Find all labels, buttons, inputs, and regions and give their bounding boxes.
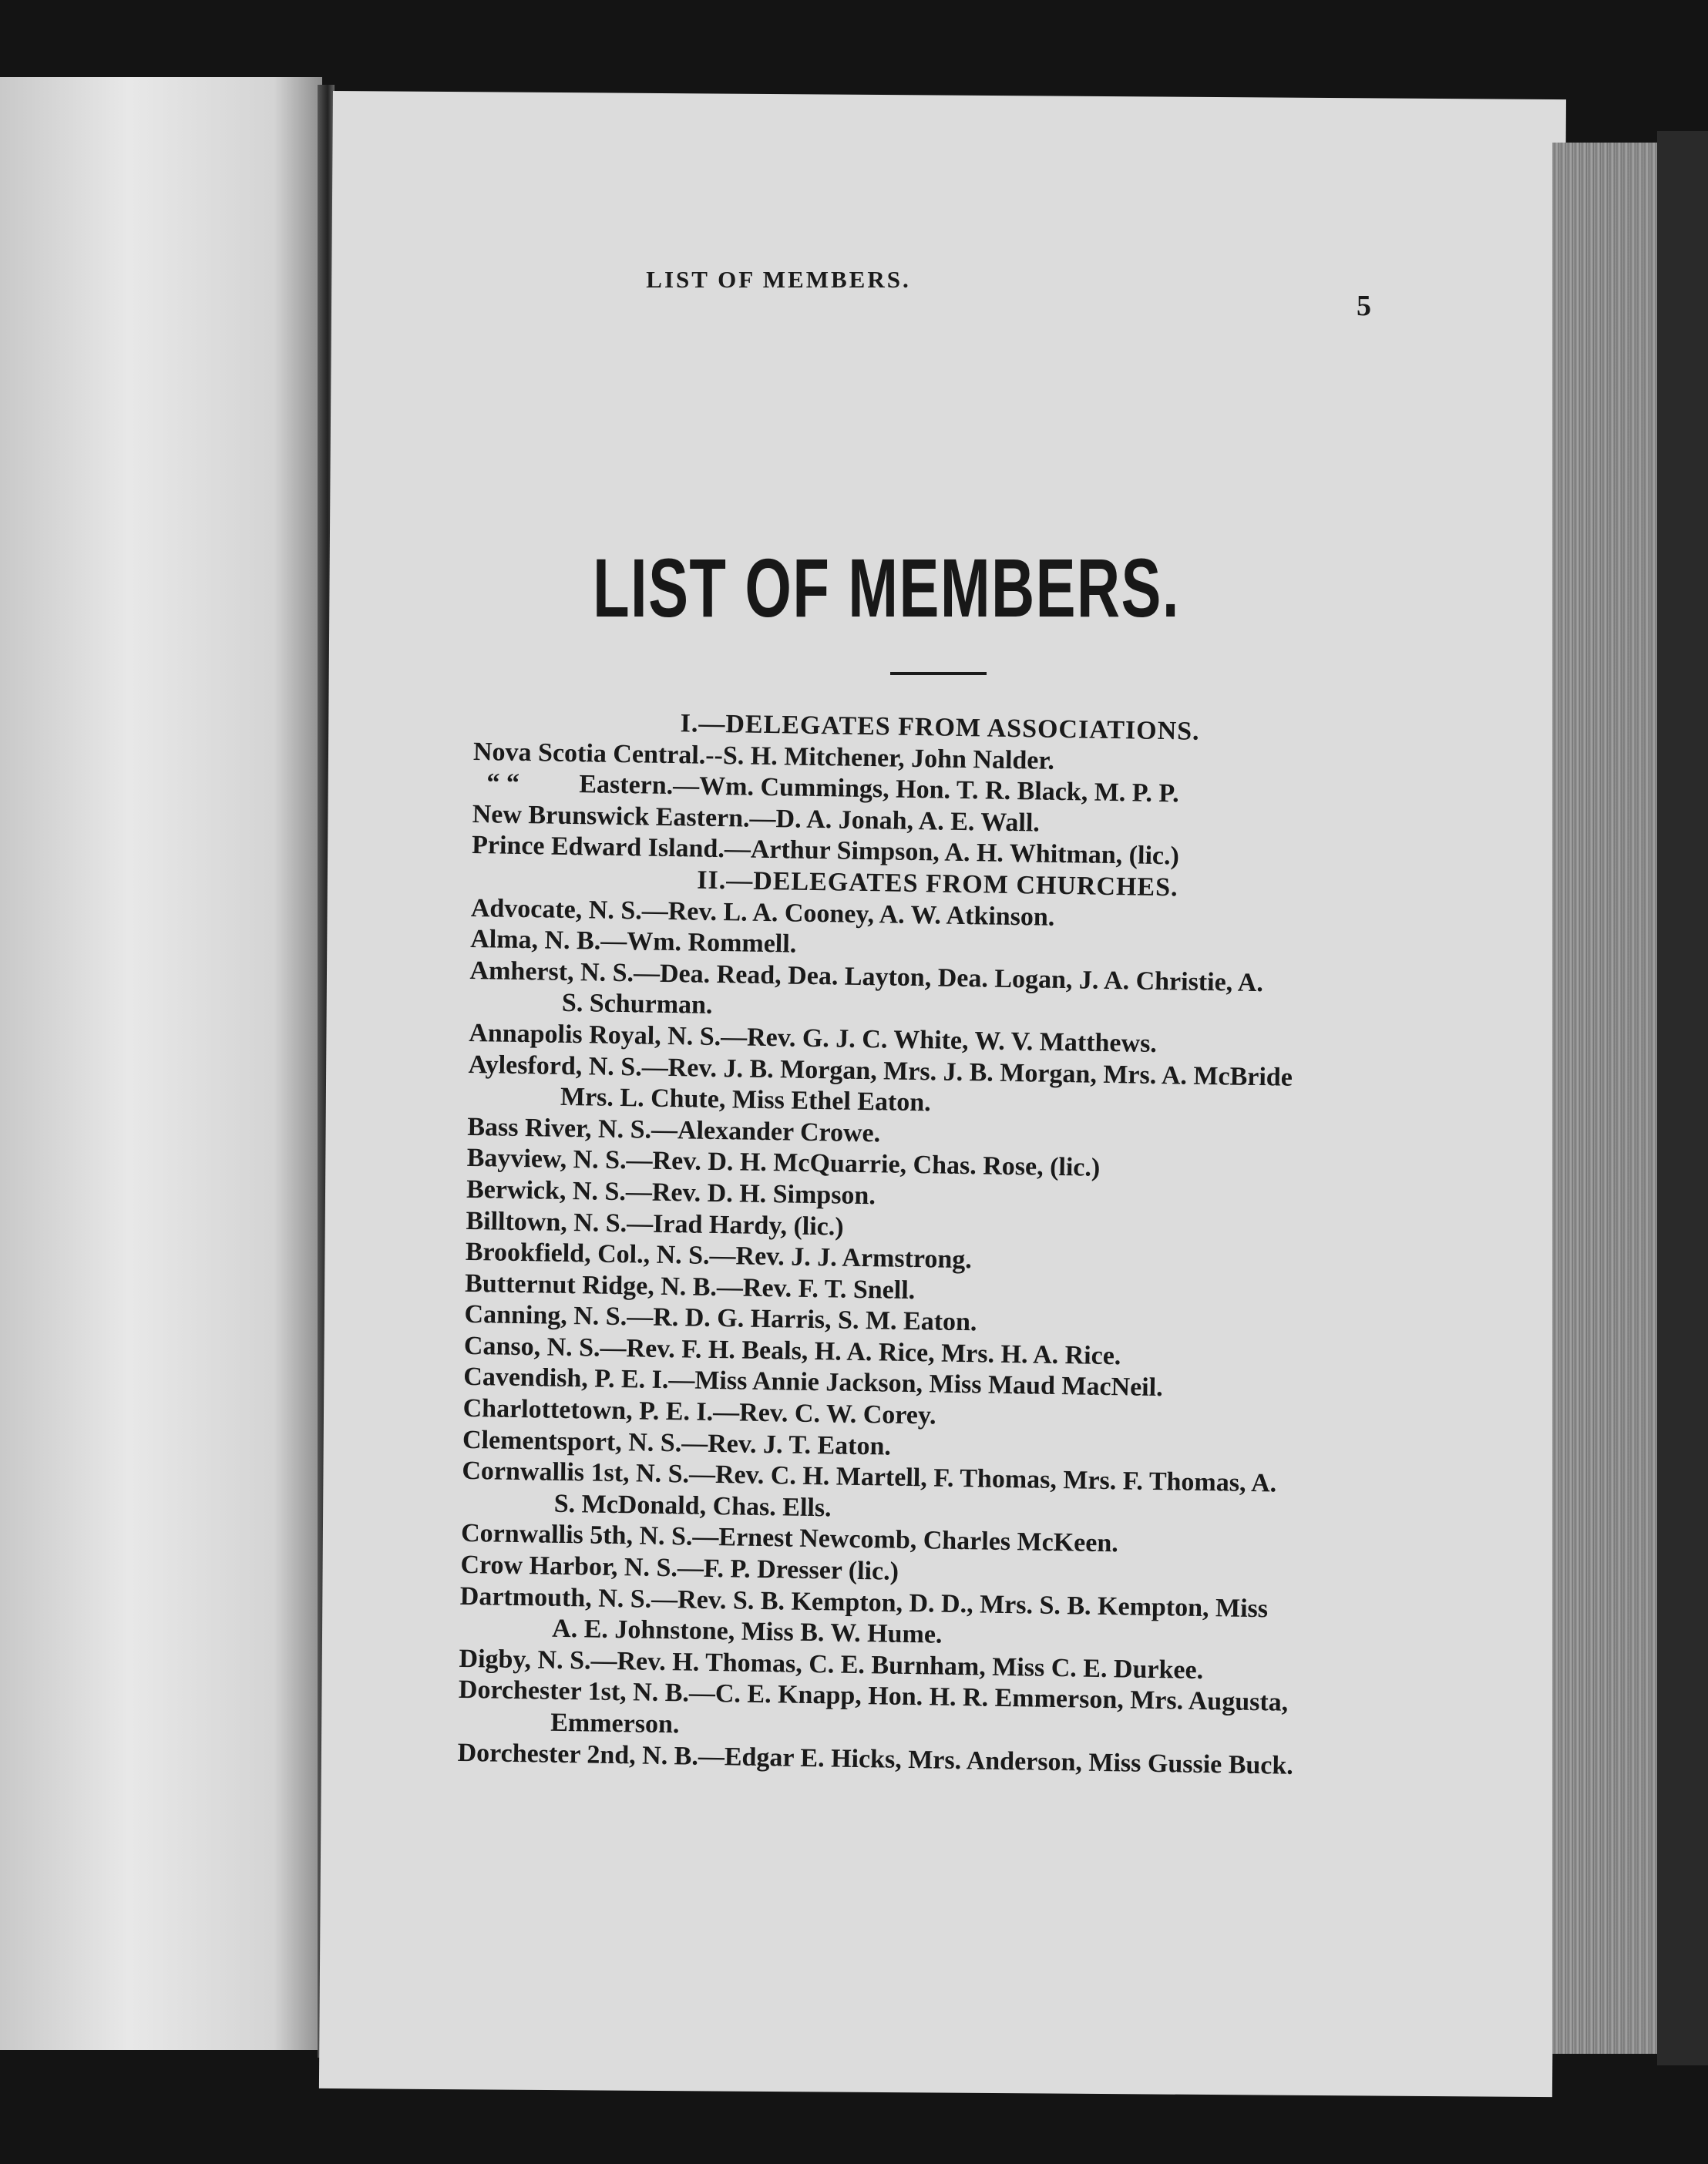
members-list: [457, 705, 1384, 1783]
list-item: Clementsport, N. S.—Rev. J. T. Eaton.: [462, 1425, 892, 1461]
title-rule: [890, 672, 987, 675]
list-item: Cavendish, P. E. I.—Miss Annie Jackson, Miss Maud MacNeil.: [463, 1363, 1163, 1403]
list-item: Canso, N. S.—Rev. F. H. Beals, H. A. Rice, Mrs. H. A. Rice.: [463, 1331, 1121, 1371]
facing-blank-page: [0, 77, 322, 2050]
list-item: Charlottetown, P. E. I.—Rev. C. W. Corey.: [462, 1393, 936, 1430]
scan-border: [1657, 131, 1708, 2065]
list-item: Crow Harbor, N. S.—F. P. Dresser (lic.): [460, 1550, 899, 1586]
list-item: Aylesford, N. S.—Rev. J. B. Morgan, Mrs. J. B. Morgan, Mrs. A. McBride: [468, 1050, 1293, 1092]
page-number: 5: [1357, 290, 1371, 322]
list-item: New Brunswick Eastern.—D. A. Jonah, A. E. Wall.: [472, 799, 1041, 838]
list-item: Cornwallis 1st, N. S.—Rev. C. H. Martell, F. Thomas, Mrs. F. Thomas, A.: [462, 1457, 1277, 1498]
list-item: Dorchester 2nd, N. B.—Edgar E. Hicks, Mrs. Anderson, Miss Gussie Buck.: [457, 1738, 1294, 1780]
list-item: Brookfield, Col., N. S.—Rev. J. J. Armstrong.: [465, 1238, 973, 1275]
list-item: Dartmouth, N. S.—Rev. S. B. Kempton, D. D., Mrs. S. B. Kempton, Miss: [459, 1581, 1269, 1623]
ditto-mark: “ “: [486, 768, 520, 798]
section-heading-associations: I.—DELEGATES FROM ASSOCIATIONS.: [680, 709, 1200, 746]
list-item-text: Eastern.—Wm. Cummings, Hon. T. R. Black, M. P. P.: [579, 770, 1179, 808]
list-item: Advocate, N. S.—Rev. L. A. Cooney, A. W. Atkinson.: [470, 893, 1055, 932]
list-item-continuation: S. McDonald, Chas. Ells.: [553, 1489, 832, 1523]
list-item: Billtown, N. S.—Irad Hardy, (lic.): [466, 1206, 844, 1242]
list-item: Canning, N. S.—R. D. G. Harris, S. M. Eaton.: [464, 1300, 977, 1337]
running-head: LIST OF MEMBERS.: [646, 266, 911, 293]
list-item: Digby, N. S.—Rev. H. Thomas, C. E. Burnham, Miss C. E. Durkee.: [459, 1644, 1204, 1685]
list-item: Cornwallis 5th, N. S.—Ernest Newcomb, Charles McKeen.: [460, 1519, 1119, 1558]
list-item: Nova Scotia Central.--S. H. Mitchener, John Nalder.: [472, 737, 1055, 775]
list-item: Amherst, N. S.—Dea. Read, Dea. Layton, Dea. Logan, J. A. Christie, A.: [469, 956, 1264, 997]
list-item: Bayview, N. S.—Rev. D. H. McQuarrie, Chas. Rose, (lic.): [466, 1144, 1101, 1183]
list-item-continuation: S. Schurman.: [561, 989, 713, 1020]
list-item: Dorchester 1st, N. B.—C. E. Knapp, Hon. H. R. Emmerson, Mrs. Augusta,: [458, 1675, 1289, 1718]
list-item: Annapolis Royal, N. S.—Rev. G. J. C. White, W. V. Matthews.: [469, 1018, 1158, 1058]
section-heading-churches: II.—DELEGATES FROM CHURCHES.: [696, 865, 1178, 902]
list-item: Berwick, N. S.—Rev. D. H. Simpson.: [466, 1174, 876, 1211]
list-item-continuation: A. E. Johnstone, Miss B. W. Hume.: [551, 1614, 943, 1649]
list-item-continuation: Mrs. L. Chute, Miss Ethel Eaton.: [560, 1082, 931, 1117]
list-item: Prince Edward Island.—Arthur Simpson, A. H. Whitman, (lic.): [471, 831, 1180, 871]
list-item: Butternut Ridge, N. B.—Rev. F. T. Snell.: [464, 1268, 916, 1305]
page-title: LIST OF MEMBERS.: [593, 541, 1180, 634]
list-item: Alma, N. B.—Wm. Rommell.: [469, 925, 797, 959]
list-item-continuation: Emmerson.: [550, 1708, 680, 1739]
list-item: Bass River, N. S.—Alexander Crowe.: [467, 1112, 881, 1148]
